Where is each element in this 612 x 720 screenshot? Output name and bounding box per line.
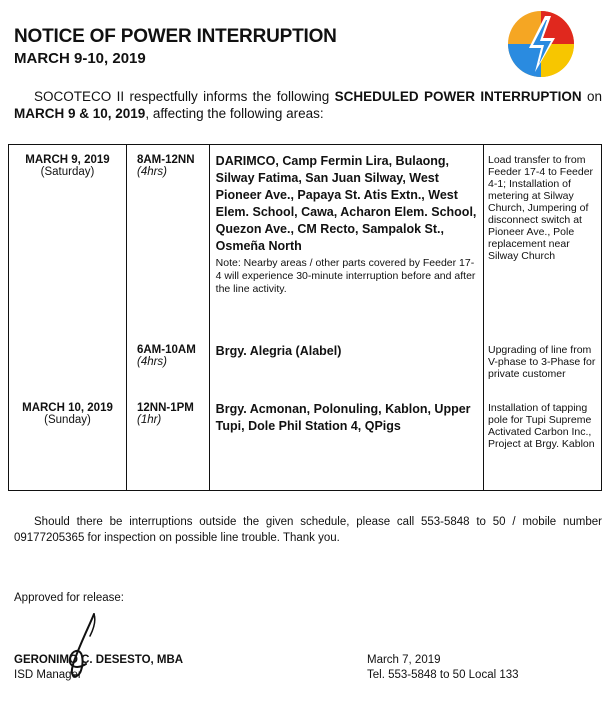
approved-label: Approved for release: [14,592,124,604]
areas-cell [209,151,483,341]
release-date: March 7, 2019 [367,654,441,666]
notice-subtitle: MARCH 9-10, 2019 [14,50,146,67]
date-label: MARCH 9, 2019 [25,153,110,166]
date-cell [9,341,127,399]
date-cell [9,151,127,341]
time-cell [126,399,209,491]
time-label: 6AM-10AM [136,343,196,356]
approver-position: ISD Manager [14,669,82,681]
areas-text: Brgy. Alegria (Alabel) [215,343,342,358]
duration-label: (4hrs) [136,165,168,178]
table-row [9,151,602,341]
areas-cell [209,341,483,399]
time-label: 8AM-12NN [136,153,195,166]
schedule-table [8,144,602,491]
socoteco-logo-icon [505,8,577,80]
activity-text: Installation of tapping pole for Tupi Supreme Activated Carbon Inc., Project at Brgy. Kablon [487,401,595,450]
activity-text: Upgrading of line from V-phase to 3-Phase for private customer [487,343,596,380]
activity-cell [483,399,601,491]
time-cell [126,341,209,399]
activity-cell [483,151,601,341]
areas-cell [209,399,483,491]
table-row [9,341,602,399]
duration-label: (4hrs) [136,355,168,368]
areas-text: Brgy. Acmonan, Polonuling, Kablon, Upper Tupi, Dole Phil Station 4, QPigs [215,401,471,433]
time-label: 12NN-1PM [136,401,194,414]
time-cell [126,151,209,341]
date-label: MARCH 10, 2019 [22,401,113,414]
notice-title: NOTICE OF POWER INTERRUPTION [14,26,337,47]
approver-name: GERONIMO C. DESESTO, MBA [14,654,184,666]
contact-paragraph: Should there be interruptions outside the given schedule, please call 553-5848 to 50 / mobile number 09177205365 for inspection on possible line trouble. Thank you. [14,516,602,544]
areas-text: DARIMCO, Camp Fermin Lira, Bulaong, Silway Fatima, San Juan Silway, West Pioneer Ave., Papaya St. Atis Extn., West Elem. School, Cawa, Acharon Elem. School, Quezon Ave., CM Recto, Sampalok St., Osmeña North [215,153,477,253]
note-text: Note: Nearby areas / other parts covered by Feeder 17-4 will experience 30-minute interruption before and after the line activity. [215,256,476,295]
table-row [9,399,602,491]
day-label: (Sunday) [44,413,91,426]
intro-paragraph: SOCOTECO II respectfully informs the following SCHEDULED POWER INTERRUPTION on MARCH 9 & 10, 2019, affecting the following areas: [14,89,602,121]
day-label: (Saturday) [40,165,95,178]
activity-text: Load transfer to from Feeder 17-4 to Feeder 4-1; Installation of metering at Silway Church, Jumpering of disconnect switch at Pioneer Ave., Pole replacement near Silway Church [487,153,594,262]
date-cell [9,399,127,491]
activity-cell [483,341,601,399]
duration-label: (1hr) [136,413,162,426]
contact-telephone: Tel. 553-5848 to 50 Local 133 [367,669,519,681]
